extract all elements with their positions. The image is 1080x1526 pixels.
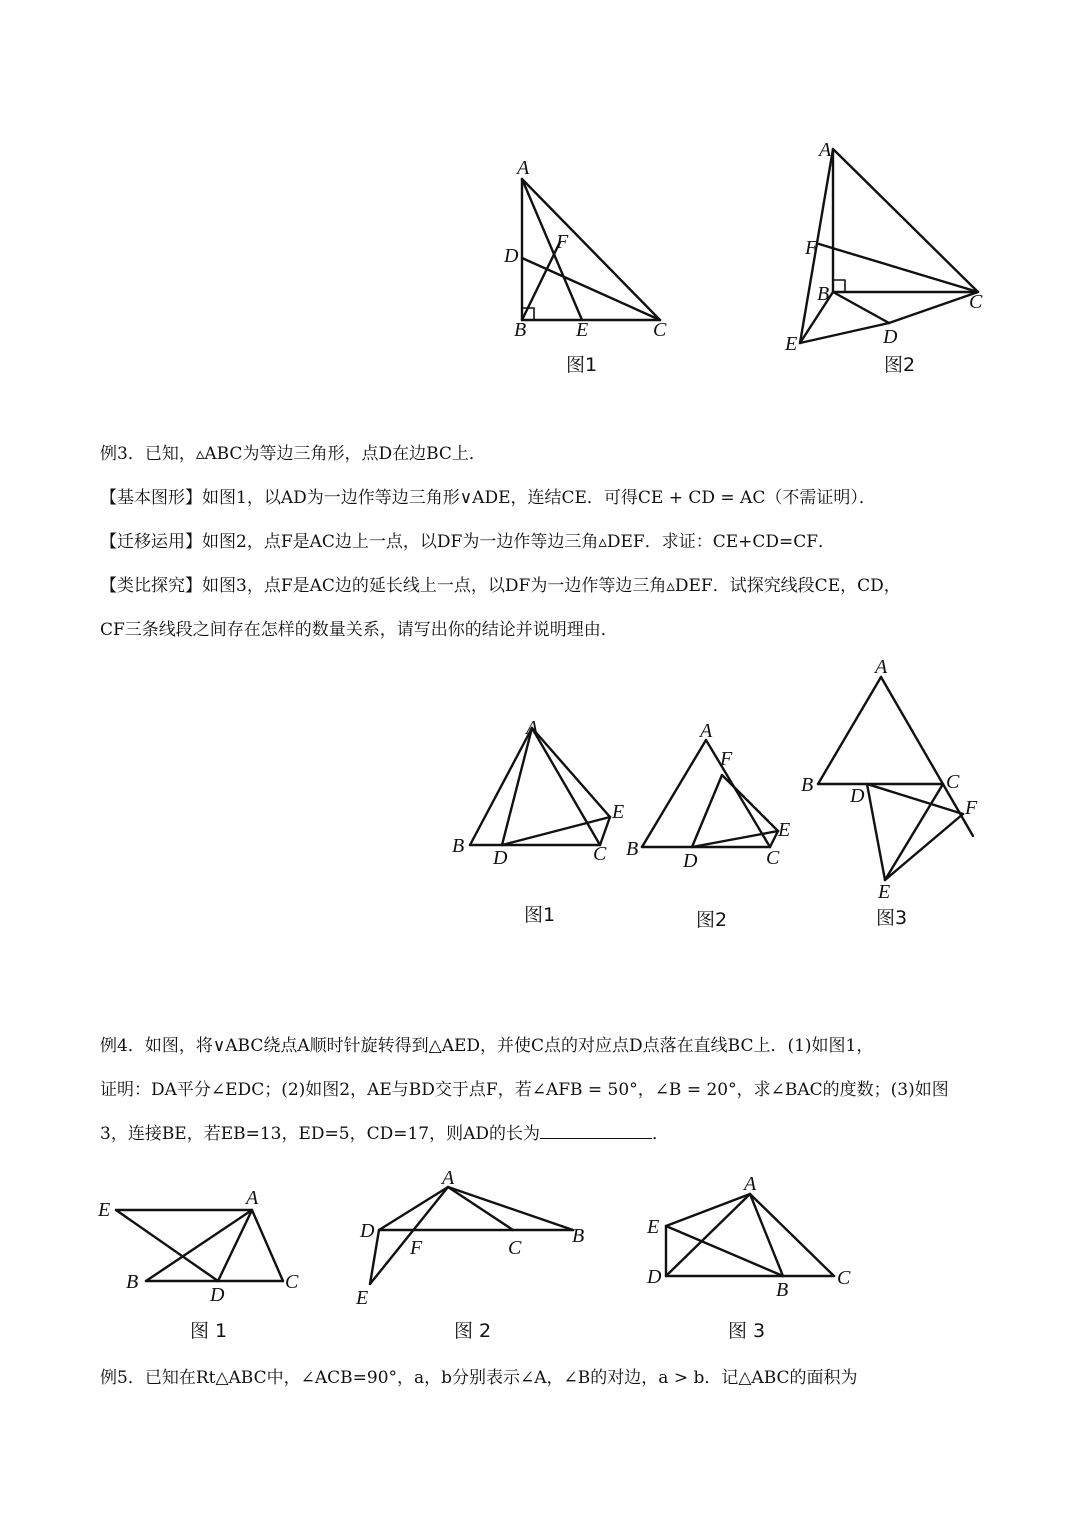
label-d: D (210, 1284, 225, 1306)
segment-ab (470, 728, 532, 845)
label-c: C (946, 771, 960, 793)
example4-figure-3 (635, 1170, 865, 1310)
example4-line-1: 例4．如图，将∨ABC绕点A顺时针旋转得到△AED，并使C点的对应点D点落在直线BC上．(1)如图1， (100, 1036, 874, 1056)
example3-line-1: 例3．已知，▵ABC为等边三角形，点D在边BC上． (100, 444, 486, 464)
example3-line-3: 【迁移运用】如图2，点F是AC边上一点，以DF为一边作等边三角▵DEF．求证：CE+CD=CF． (100, 532, 836, 552)
segment-de (867, 784, 885, 880)
example4-figure-1 (90, 1180, 320, 1310)
example4-figure-2 (350, 1160, 600, 1310)
segment-fe (722, 775, 778, 831)
label-d: D (504, 245, 519, 267)
example3-line-5: CF三条线段之间存在怎样的数量关系，请写出你的结论并说明理由． (100, 620, 618, 640)
label-b: B (452, 835, 465, 857)
example3-line-4: 【类比探究】如图3，点F是AC边的延长线上一点，以DF为一边作等边三角▵DEF．试探究线段CE，CD， (100, 576, 901, 596)
segment-ac (750, 1194, 834, 1276)
label-a: A (875, 656, 888, 678)
label-c: C (285, 1271, 299, 1293)
segment-ac (706, 740, 770, 847)
label-b: B (626, 838, 639, 860)
segment-bd (833, 292, 889, 323)
label-f: F (720, 748, 733, 770)
segment-ef (885, 814, 963, 880)
example3-figure-3 (795, 650, 995, 900)
label-a: A (744, 1173, 757, 1195)
segment-ae-path (370, 1187, 448, 1284)
label-a: A (819, 139, 832, 161)
example5-line-1: 例5．已知在Rt△ABC中，∠ACB=90°，a，b分别表示∠A，∠B的对边，a > b．记△ABC的面积为 (100, 1368, 858, 1388)
example3-figure-3-caption: 图3 (876, 907, 908, 929)
label-e: E (878, 881, 891, 900)
right-angle-mark (833, 280, 845, 292)
label-e: E (612, 801, 625, 823)
label-e: E (778, 819, 791, 841)
example4-figure-2-caption: 图 2 (454, 1320, 492, 1342)
segment-df (692, 775, 722, 847)
label-b: B (126, 1271, 139, 1293)
label-d: D (850, 785, 865, 807)
label-b: B (572, 1225, 585, 1247)
segment-ce (600, 817, 610, 845)
segment-ed (800, 323, 889, 343)
label-a: A (700, 720, 713, 742)
segment-ad (379, 1187, 448, 1230)
label-e: E (647, 1216, 660, 1238)
segment-ab (818, 677, 881, 784)
label-d: D (493, 847, 508, 869)
example3-line-2: 【基本图形】如图1，以AD为一边作等边三角形∨ADE，连结CE．可得CE + CD = AC（不需证明）． (100, 488, 876, 508)
segment-da (666, 1194, 750, 1276)
example3-figure-1-caption: 图1 (524, 904, 556, 926)
segment-ac (522, 179, 660, 320)
label-a: A (517, 157, 530, 179)
segment-dc (522, 258, 660, 320)
label-e: E (98, 1199, 111, 1221)
segment-ac (448, 1187, 513, 1230)
example4-figure-3-caption: 图 3 (728, 1320, 766, 1342)
example3-figure-1 (445, 710, 635, 870)
label-d: D (360, 1220, 375, 1242)
segment-ad (502, 728, 532, 845)
label-e: E (785, 333, 798, 355)
segment-de (502, 817, 610, 845)
label-f: F (965, 797, 978, 819)
label-c: C (766, 847, 780, 869)
segment-dc (889, 292, 978, 323)
label-a: A (246, 1187, 259, 1209)
label-c: C (653, 319, 667, 341)
label-f: F (805, 237, 818, 259)
label-f: F (556, 231, 569, 253)
label-c: C (969, 291, 983, 313)
segment-ab (448, 1187, 573, 1230)
example3-figure-2 (620, 715, 810, 875)
label-b: B (514, 319, 527, 341)
label-a: A (526, 717, 539, 739)
top-figure-2-caption: 图2 (884, 354, 916, 376)
answer-blank[interactable] (540, 1124, 652, 1139)
label-b: B (817, 283, 830, 305)
label-c: C (593, 843, 607, 865)
label-a: A (442, 1167, 455, 1189)
label-d: D (683, 850, 698, 872)
label-f: F (410, 1237, 423, 1259)
label-e: E (576, 319, 589, 341)
top-figure-1-caption: 图1 (566, 354, 598, 376)
label-d: D (883, 326, 898, 348)
example4-line-3 (100, 1122, 669, 1146)
segment-ae (532, 728, 610, 817)
top-figure-2 (775, 130, 1005, 360)
example4-figure-1-caption: 图 1 (190, 1320, 228, 1342)
segment-ea (666, 1194, 750, 1226)
label-d: D (647, 1266, 662, 1288)
segment-ab (642, 740, 706, 847)
label-c: C (837, 1267, 851, 1289)
label-b: B (801, 774, 814, 796)
example4-line-3-end: ． (652, 1124, 670, 1144)
example4-line-3-text: 3，连接BE，若EB=13，ED=5，CD=17，则AD的长为 (100, 1124, 541, 1144)
segment-ac (252, 1210, 283, 1281)
example3-figure-2-caption: 图2 (696, 909, 728, 931)
example4-line-2: 证明：DA平分∠EDC；(2)如图2，AE与BD交于点F，若∠AFB = 50°，∠B = 20°，求∠BAC的度数；(3)如图 (100, 1080, 949, 1100)
label-e: E (356, 1287, 369, 1309)
top-figure-1 (490, 150, 690, 350)
label-b: B (776, 1279, 789, 1301)
label-c: C (508, 1237, 522, 1259)
